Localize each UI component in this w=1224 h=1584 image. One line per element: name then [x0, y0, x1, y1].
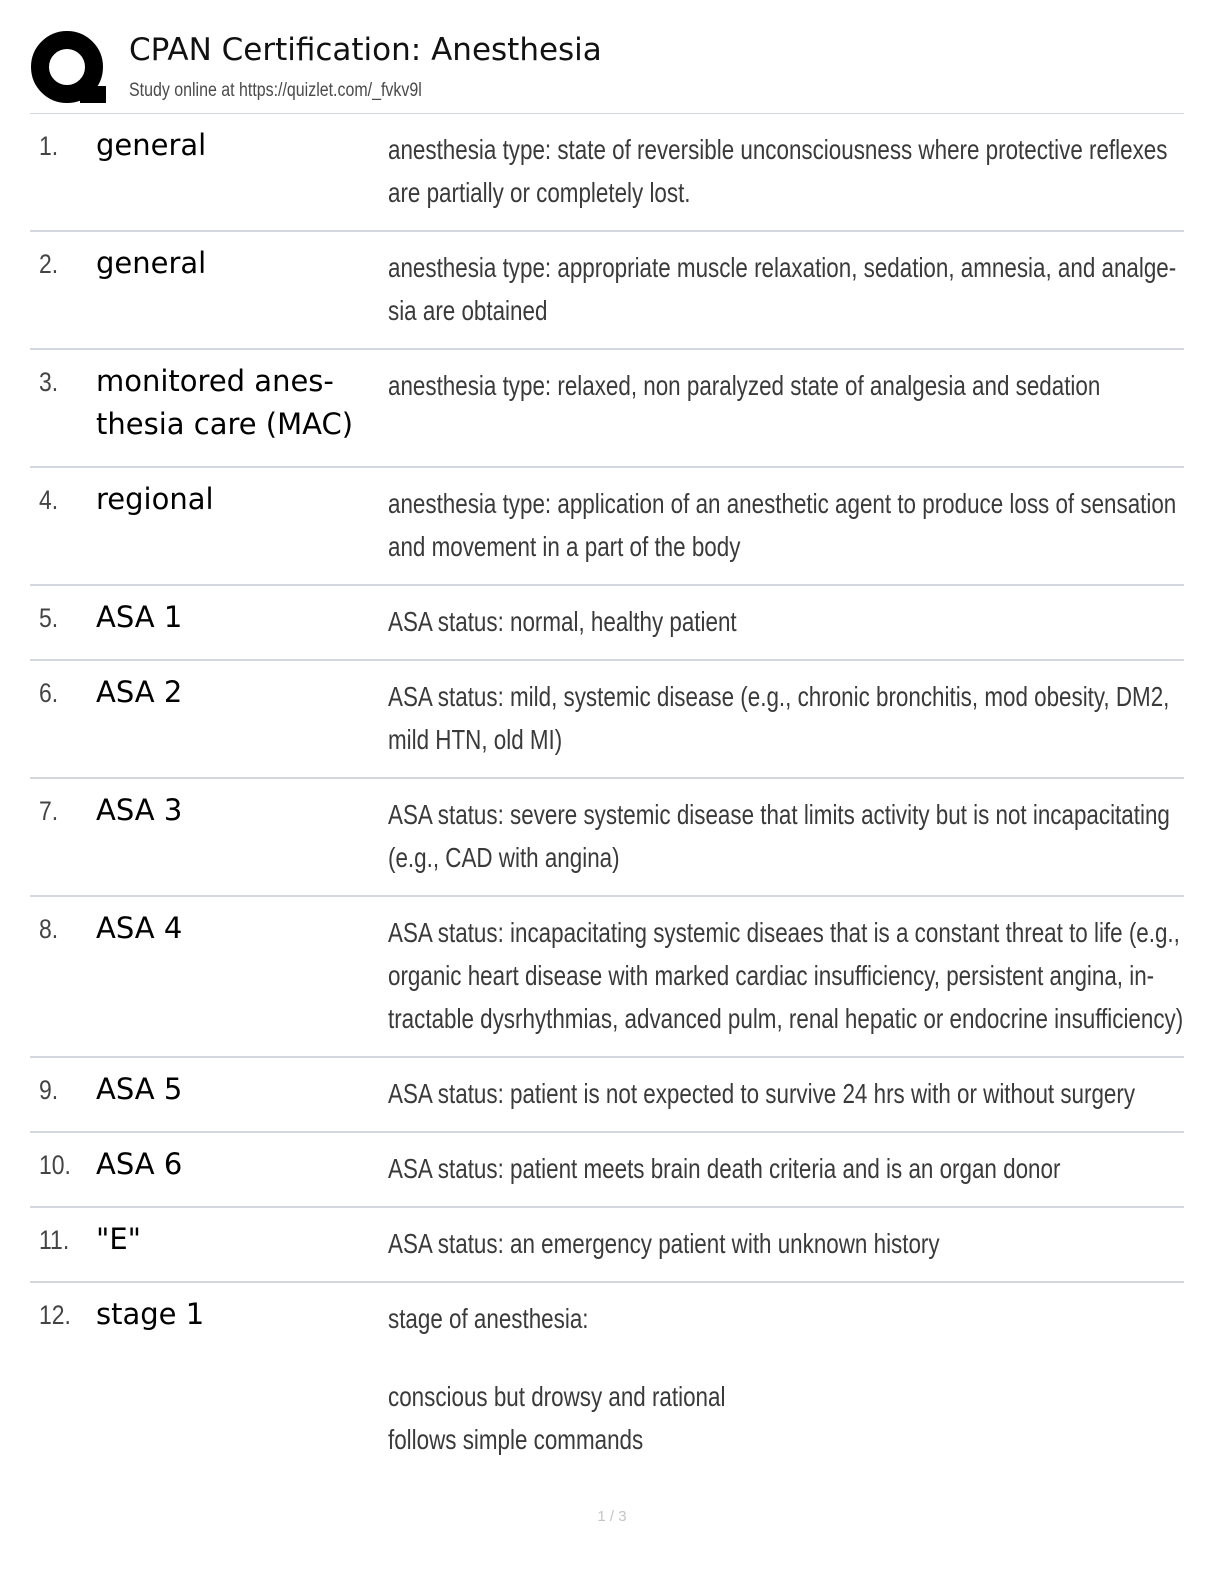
card-term: ASA 2 [96, 675, 183, 709]
card-definition [388, 911, 1184, 1040]
card-term: general [96, 246, 207, 280]
card-number: 4. [39, 485, 59, 515]
card-term: ASA 1 [96, 600, 183, 634]
card-row [30, 779, 1184, 897]
card-row [30, 114, 1184, 232]
card-term: regional [96, 482, 214, 516]
document-title: CPAN Certification: Anesthesia [129, 32, 602, 68]
definition-line: stage of anesthesia: [388, 1303, 589, 1334]
card-row [30, 468, 1184, 586]
study-online-link[interactable]: Study online at https://quizlet.com/_fvkv9l [129, 80, 422, 101]
definition-line: sia are obtained [388, 295, 548, 326]
definition-line: ASA status: normal, healthy patient [388, 606, 737, 637]
definition-line: and movement in a part of the body [388, 531, 741, 562]
card-row [30, 1208, 1184, 1283]
card-number: 5. [39, 603, 59, 633]
card-term: ASA 6 [96, 1147, 183, 1181]
card-number: 7. [39, 796, 59, 826]
card-number: 6. [39, 678, 59, 708]
card-row [30, 350, 1184, 468]
definition-line: follows simple commands [388, 1424, 644, 1455]
card-number: 9. [39, 1075, 59, 1105]
card-term: monitored anes- thesia care (MAC) [96, 364, 354, 441]
card-term: ASA 5 [96, 1072, 183, 1106]
card-number: 2. [39, 249, 59, 279]
card-row [30, 661, 1184, 779]
card-term: ASA 4 [96, 911, 183, 945]
card-row [30, 1058, 1184, 1133]
definition-line: tractable dysrhythmias, advanced pulm, renal hepatic or endocrine insufficiency) [388, 1003, 1184, 1034]
card-row [30, 586, 1184, 661]
card-row [30, 897, 1184, 1058]
definition-line: ASA status: patient is not expected to survive 24 hrs with or without surgery [388, 1078, 1136, 1109]
card-definition [388, 1222, 1124, 1265]
definition-line: ASA status: patient meets brain death criteria and is an organ donor [388, 1153, 1061, 1184]
flashcard-list [30, 114, 1184, 1483]
card-definition [388, 1297, 1124, 1461]
page-indicator: 1 / 3 [597, 1508, 627, 1525]
card-row [30, 1283, 1184, 1483]
definition-line: are partially or completely lost. [388, 177, 691, 208]
quizlet-logo-icon [30, 30, 108, 108]
card-definition [388, 364, 1124, 407]
definition-line: anesthesia type: appropriate muscle relaxation, sedation, amnesia, and analge- [388, 252, 1177, 283]
card-term: "E" [96, 1222, 142, 1256]
definition-line: organic heart disease with marked cardiac insufficiency, persistent angina, in- [388, 960, 1155, 991]
card-number: 3. [39, 367, 59, 397]
definition-line: ASA status: an emergency patient with unknown history [388, 1228, 940, 1259]
card-definition [388, 1072, 1136, 1115]
card-definition [388, 128, 1168, 214]
definition-line: ASA status: severe systemic disease that limits activity but is not incapacitating [388, 799, 1170, 830]
card-definition [388, 482, 1177, 568]
card-number: 11. [39, 1225, 70, 1255]
card-definition [388, 675, 1170, 761]
definition-line: ASA status: mild, systemic disease (e.g., chronic bronchitis, mod obesity, DM2, [388, 681, 1170, 712]
definition-line: ASA status: incapacitating systemic diseaes that is a constant threat to life (e.g., [388, 917, 1180, 948]
definition-line: anesthesia type: application of an anesthetic agent to produce loss of sensation [388, 488, 1177, 519]
definition-spacer [388, 1340, 1124, 1375]
card-definition [388, 793, 1170, 879]
card-number: 10. [39, 1150, 71, 1180]
card-number: 8. [39, 914, 59, 944]
card-definition [388, 1147, 1124, 1190]
definition-line: anesthesia type: relaxed, non paralyzed state of analgesia and sedation [388, 370, 1101, 401]
card-term: ASA 3 [96, 793, 183, 827]
definition-line: (e.g., CAD with angina) [388, 842, 620, 873]
card-term: stage 1 [96, 1297, 205, 1331]
card-definition [388, 246, 1177, 332]
document-header [30, 28, 1184, 114]
card-term: general [96, 128, 207, 162]
definition-line: conscious but drowsy and rational [388, 1381, 726, 1412]
card-definition [388, 600, 1124, 643]
card-row [30, 232, 1184, 350]
card-number: 12. [39, 1300, 71, 1330]
definition-line: anesthesia type: state of reversible unconsciousness where protective reflexes [388, 134, 1168, 165]
definition-line: mild HTN, old MI) [388, 724, 563, 755]
card-number: 1. [39, 131, 59, 161]
card-row [30, 1133, 1184, 1208]
